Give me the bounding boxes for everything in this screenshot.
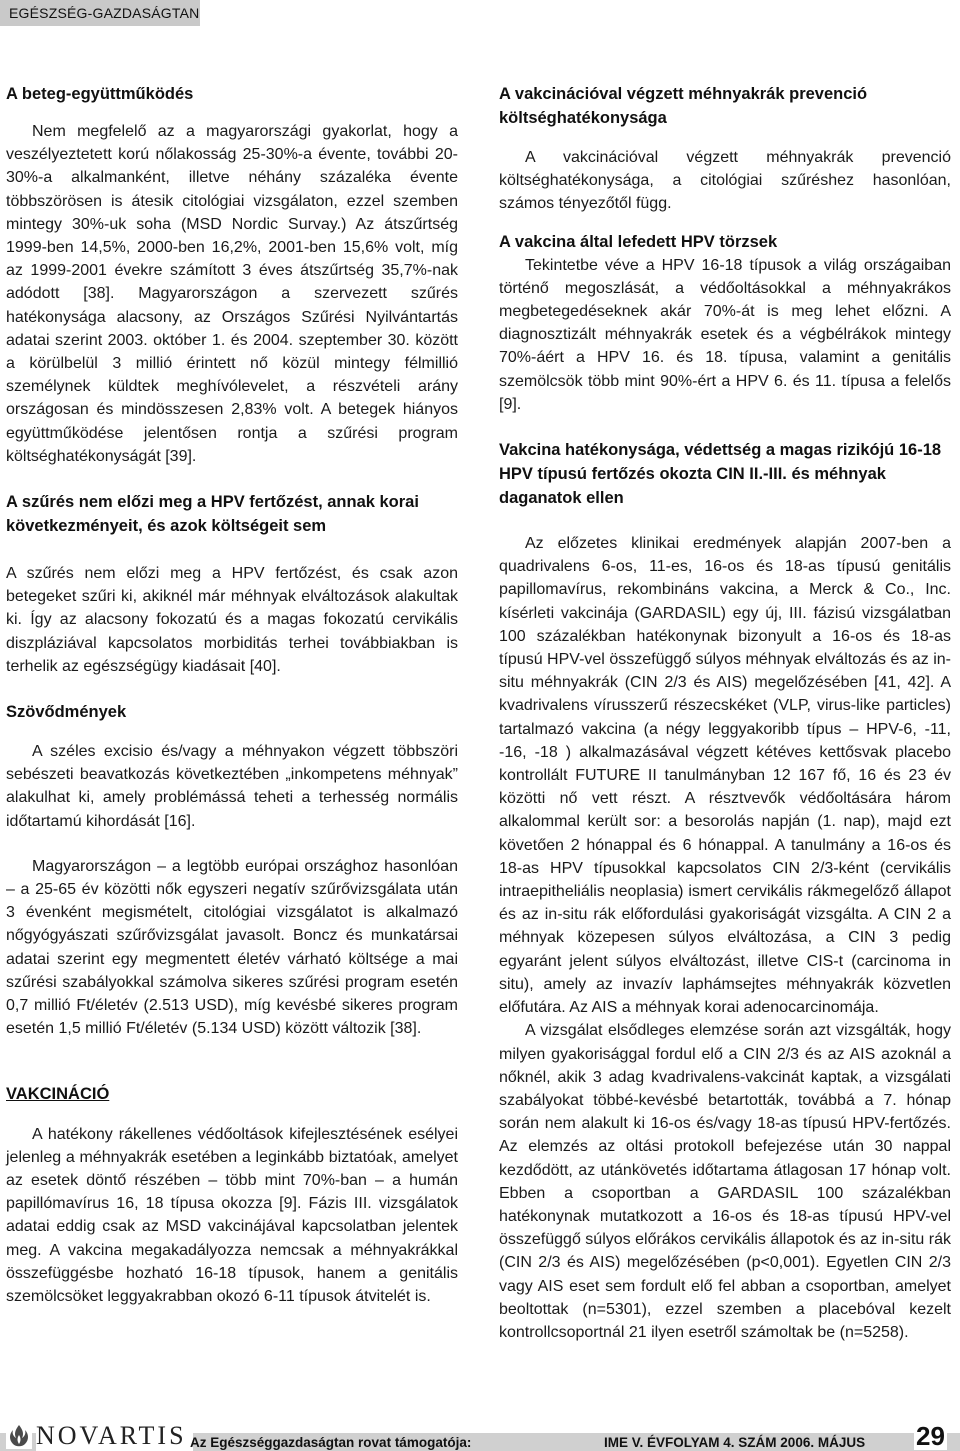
logo-text: NOVARTIS (36, 1421, 193, 1451)
paragraph-complications: A széles excisio és/vagy a méhnyakon végzett többszöri sebészeti beavatkozás következtében „inkompetens méhnyak” alakulhat ki, amely problémássá teheti a terhesség normális időtartamú kihordását [16]. (6, 743, 458, 830)
heading-screening: A szűrés nem előzi meg a HPV fertőzést, annak korai következményeit, és azok költségeit sem (6, 493, 419, 536)
heading-patient-compliance: A beteg-együttműködés (6, 85, 194, 103)
issue-info: IME V. ÉVFOLYAM 4. SZÁM 2006. MÁJUS (604, 1435, 866, 1450)
left-column (6, 82, 458, 1308)
paragraph-vaccine-efficacy: Az előzetes klinikai eredmények alapján 2007-ben a quadrivalens 6-os, 11-es, 16-os és 18-as típusú genitális papillomavírus, rekombináns vakcina, a Merck & Co., Inc. kísérleti vakcinája (GARDASIL) egy új, III. fázisú vizsgálatban 100 százalékban hatékonynak bizonyult a 16-os és 18-as típusú HPV-vel összefüggő súlyos méhnyak elváltozás és az in-situ méhnyakrák (CIN 2/3 és AIS) megelőzésében [41, 42]. A kvadrivalens vírusszerű részecskéket (VLP, virus-like particles) tartalmazó vakcina (a négy leggyakoribb típus – HPV-6, -11, -16, -18 ) alkalmazásával végzett kétéves kettősvak placebo kontrollált FUTURE II tanulmányban 12 167 fő, 16 és 23 év közötti nő vett részt. A résztvevők védőoltására három alkalommal került sor: a besorolás napján (1. nap), majd ezt követően 2 hónappal és 6 hónappal. A tanulmány a 16-os és 18-as HPV típusokkal kapcsolatos CIN 2/3-ként (cervikális intraepitheliális neoplasia) ismert cervikális rákmegelőző állapot és az in-situ rák előfordulási gyakoriságát vizsgálta. A CIN 2 a méhnyak közepesen súlyos elváltozása, a CIN 3 pedig egyaránt jelent súlyos elváltozást, illetve CIS-t (carcinoma in situ), amely az invazív laphámsejtes méhnyakrák közvetlen előfutára. Az AIS a méhnyak korai adenocarcinomája. (499, 535, 951, 1017)
page-footer (0, 1408, 960, 1451)
paragraph-primary-analysis: A vizsgálat elsődleges elemzése során azt vizsgálták, hogy milyen gyakorisággal fordul elő a CIN 2/3 és az AIS azoknál a nőknél, akik 3 adag kvadrivalens-vakcinát kaptak, a vizsgálati szabályokat többé-kevésbé betartották, továbbá a 7. hónap során nem alakult ki 16-os és/vagy 18-as típusú HPV-fertőzés. Az elemzés az oltási protokoll befejezése után 30 nappal kezdődött, az utánkövetés időtartama átlagosan 17 hónap volt. Ebben a csoportban a GARDASIL 100 százalékban hatékonynak mutatkozott a 16-os és 18-as típusú HPV-vel összefüggő súlyos előrákos cervikális állapotok és az in-situ rák (CIN 2/3 és AIS) megelőzésében (p<0,001). Egyetlen CIN 2/3 vagy AIS eset sem fordult elő fel abban a csoportban, amelyet beoltottak (n=5301), ezzel szemben a placebóval kezelt kontrollcsoportnál 21 ilyen esetről számoltak be (n=5258). (499, 1022, 951, 1341)
heading-vaccine-efficacy: Vakcina hatékonysága, védettség a magas rizikójú 16-18 HPV típusú fertőzés okozta CIN II.-III. és méhnyak daganatok ellen (499, 441, 942, 508)
section-header: EGÉSZSÉG-GAZDASÁGTAN (0, 0, 200, 26)
heading-hpv-strains: A vakcina által lefedett HPV törzsek (499, 232, 778, 251)
paragraph-vaccination: A hatékony rákellenes védőoltások kifejlesztésének esélyei jelenleg a méhnyakrák esetében a leginkább biztatóak, amelyet az esetek döntő részében – több mint 70%-ban – a humán papillómavírus 16, 18 típusa okozza [9]. Fázis III. vizsgálatok adatai eddig csak az MSD vakcinájával kapcsolatban jelentek meg. A vakcina megakadályozza nemcsak a méhnyakrákkal összefüggésbe hozható 16-18 típusok, hanem a genitális szemölcsöket leggyakrabban okozó 6-11 típusok átvitelét is. (6, 1125, 458, 1305)
sponsor-label: Az Egészséggazdaságtan rovat támogatója: (190, 1435, 472, 1450)
right-column (499, 82, 951, 1344)
page-number: 29 (916, 1421, 945, 1451)
paragraph-screening: A szűrés nem előzi meg a HPV fertőzést, és csak azon betegeket szűri ki, akiknél már méhnyak elváltozások alakultak ki. Így az alacsony fokozatú és a magas fokozatú cervikális diszpláziával kapcsolatos morbiditás terhei továbbiakban is terhelik az egészségügy kiadásait [40]. (6, 565, 458, 675)
paragraph-cost-effectiveness: A vakcinációval végzett méhnyakrák prevenció költséghatékonysága, a citológiai szűréshez hasonlóan, számos tényezőtől függ. (499, 149, 951, 213)
heading-vaccination: VAKCINÁCIÓ (6, 1084, 110, 1103)
novartis-flame-icon (6, 1423, 32, 1449)
paragraph-hungary-screening: Magyarországon – a legtöbb európai országhoz hasonlóan – a 25-65 év közötti nők egyszeri negatív szűrővizsgálata után 3 évenként megismételt, citológiai vizsgálatot is alkalmazó nőgyógyászati szűrővizsgálat javasolt. Boncz és munkatársai adatai szerint egy megmentett életév várható költsége a mai szűrési szabályokkal számolva sikeres szűrési program esetén 0,7 millió Ft/életév (2.513 USD), míg kevésbé sikeres program esetén 1,5 millió Ft/életév (5.134 USD) között változik [38]. (6, 857, 458, 1038)
novartis-logo (6, 1421, 193, 1451)
heading-cost-effectiveness: A vakcinációval végzett méhnyakrák prevenció költséghatékonysága (499, 85, 868, 127)
paragraph-compliance: Nem megfelelő az a magyarországi gyakorlat, hogy a veszélyeztetett korú nőlakosság 25-30%-a évente, további 20-30%-a alkalmanként, illetve néhány százaléka évente többszörösen is átesik citológiai vizsgálaton, ezzel szemben mintegy 30%-uk soha (MSD Nordic Survay.) Az átszűrtség 1999-ben 14,5%, 2000-ben 16,2%, 2001-ben 15,6% volt, míg az 1999-2001 évekre számított 3 éves átszűrtség 35,7%-nak adódott [38]. Magyarországon a szervezett szűrés hatékonysága alacsony, az Országos Szűrési Nyilvántartás adatai szerint 2003. október 1. és 2004. szeptember 30. között a körülbelül 3 millió érintett nő közül mintegy félmillió személynek küldtek meghívólevelet, a részvételi arány országosan és mindösszesen 2,83% volt. A betegek hiányos együttműködése jelentősen rontja a szűrési program költséghatékonyságát [39]. (6, 123, 458, 465)
heading-complications: Szövődmények (6, 703, 127, 722)
paragraph-hpv-strains: Tekintetbe véve a HPV 16-18 típusok a világ országaiban történő megoszlását, a védőoltásokkal a méhnyakrákos megbetegedéseknek akár 70%-át is meg lehet előzni. A diagnosztizált méhnyakrák esetek és a végbélrákok mintegy 70%-áért a HPV 16. és 18. típusa, valamint a genitális szemölcsök több mint 90%-ért a HPV 6. és 11. típusa a felelős [9]. (499, 256, 951, 413)
